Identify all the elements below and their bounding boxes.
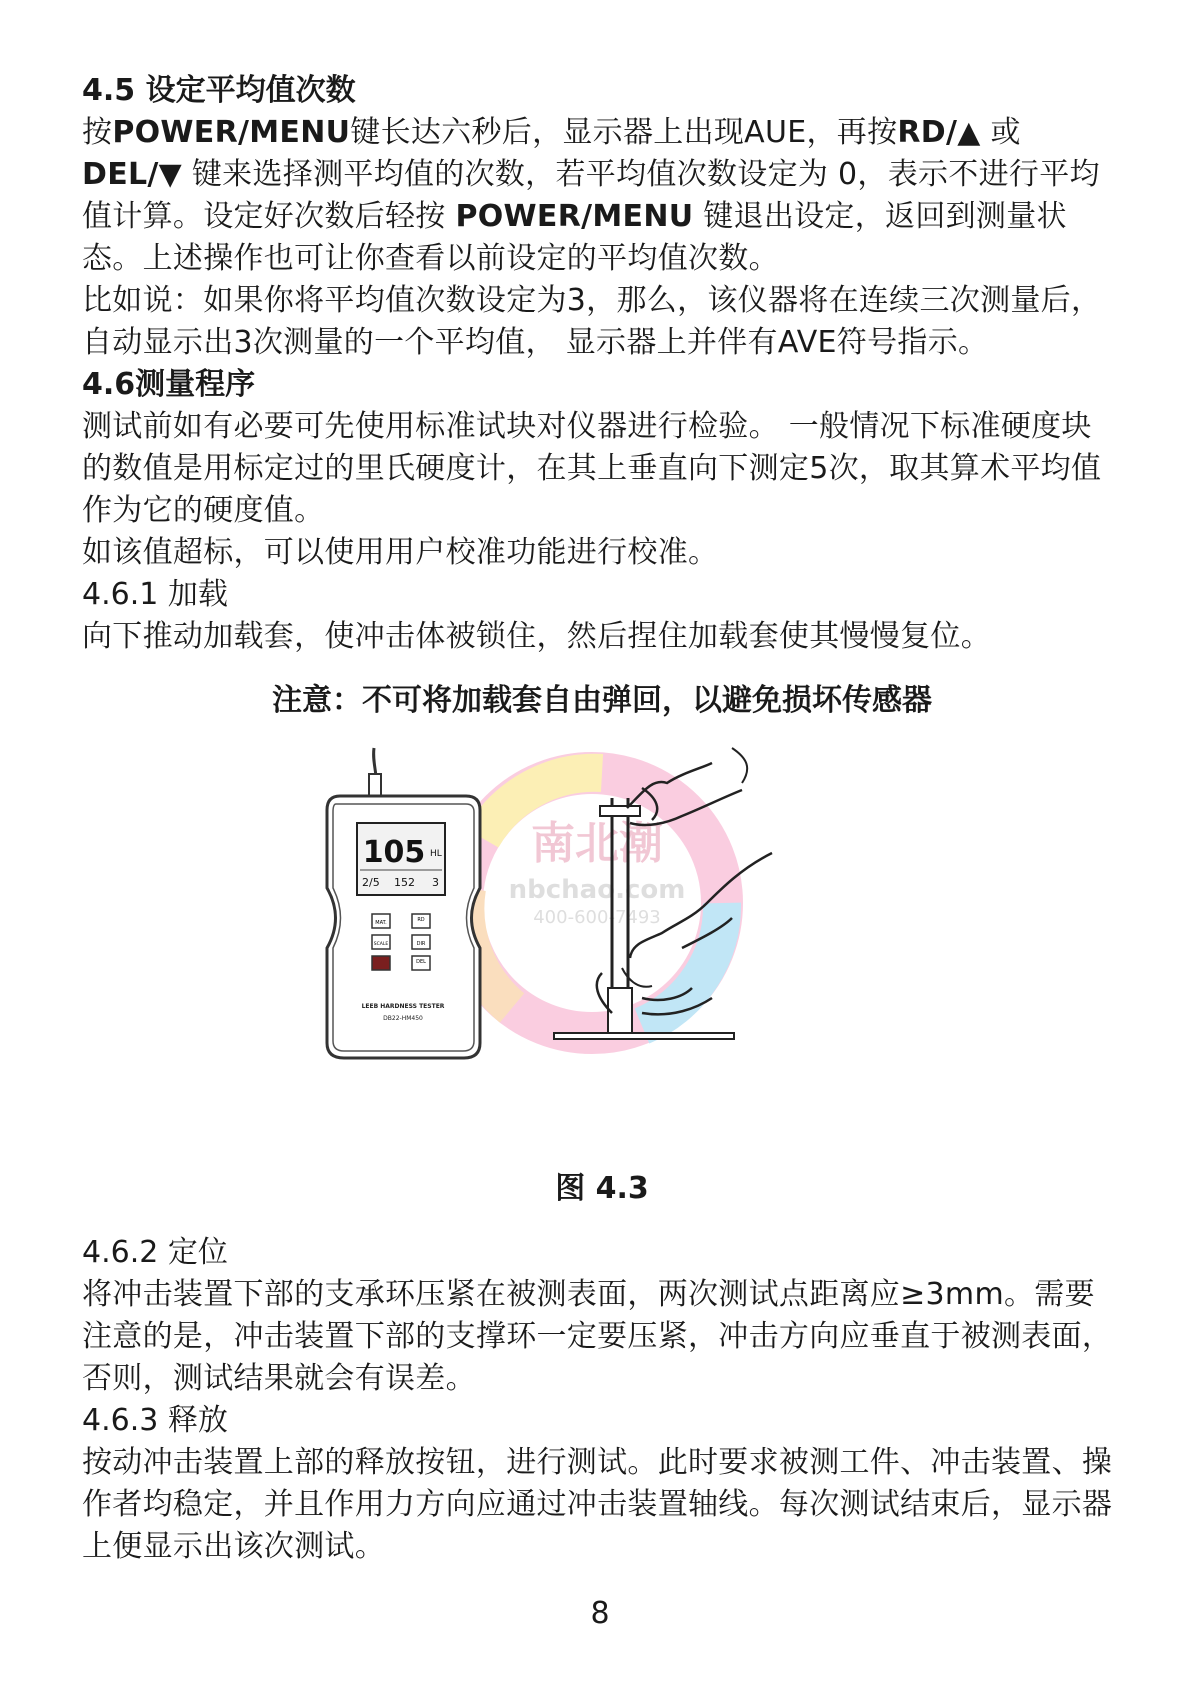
section-4-6-1-title: 4.6.1 加载 xyxy=(82,577,228,612)
figure-4-3 xyxy=(82,728,1122,1168)
lcd-status-right: 3 xyxy=(432,876,439,889)
device-brand: LEEB HARDNESS TESTER xyxy=(361,1003,445,1010)
del-button-label: DEL xyxy=(416,959,426,965)
rd-button-label: RD xyxy=(417,917,425,923)
tester-device xyxy=(327,796,480,1058)
figure-caption: 图 4.3 xyxy=(555,1171,649,1206)
cable-plug xyxy=(369,774,381,796)
section-4-6-3-title: 4.6.3 释放 xyxy=(82,1403,228,1438)
section-4-6-paragraph-2: 如该值超标，可以使用用户校准功能进行校准。 xyxy=(82,535,719,570)
page-number: 8 xyxy=(590,1596,610,1631)
power-menu-key-2: POWER/MENU xyxy=(455,199,694,234)
del-down-key: DEL/▼ xyxy=(82,157,183,192)
watermark-site: nbchao.com xyxy=(508,875,686,905)
section-4-5-title: 4.5 设定平均值次数 xyxy=(82,73,356,108)
scale-button-label: SCALE xyxy=(373,942,389,947)
hardness-tester-illustration xyxy=(82,728,1122,1168)
section-4-6-3-text: 按动冲击装置上部的释放按钮，进行测试。此时要求被测工件、冲击装置、操作者均稳定，并且作用力方向应通过冲击装置轴线。每次测试结束后，显示器上便显示出该次测试。 xyxy=(82,1445,1113,1564)
section-4-6-1-text: 向下推动加载套，使冲击体被锁住，然后捏住加载套使其慢慢复位。 xyxy=(82,619,991,654)
dir-button-label: DIR xyxy=(416,941,426,947)
section-4-5-paragraph-2: 比如说：如果你将平均值次数设定为3，那么，该仪器将在连续三次测量后，自动显示出3次测量的一个平均值， 显示器上并伴有AVE符号指示。 xyxy=(82,283,1102,360)
warning-note: 注意：不可将加载套自由弹回，以避免损坏传感器 xyxy=(272,683,932,718)
lcd-status-left: 2/5 xyxy=(362,876,380,889)
lcd-status-mid: 152 xyxy=(394,876,415,889)
lcd-reading: 105 xyxy=(362,835,426,870)
watermark-phone: 400-600-7493 xyxy=(533,907,661,928)
power-menu-key: POWER/MENU xyxy=(112,115,351,150)
section-4-6-2-title: 4.6.2 定位 xyxy=(82,1235,228,1270)
document-page xyxy=(82,70,1122,1568)
watermark-cn: 南北潮 xyxy=(531,818,663,869)
section-4-6-paragraph-1: 测试前如有必要可先使用标准试块对仪器进行检验。 一般情况下标准硬度块的数值是用标定过的里氏硬度计，在其上垂直向下测定5次，取其算术平均值作为它的硬度值。 xyxy=(82,409,1102,528)
mat-button-label: MAT. xyxy=(375,920,387,926)
test-surface xyxy=(554,1033,734,1039)
device-model: DB22-HM450 xyxy=(383,1015,423,1022)
power-button xyxy=(372,956,390,970)
section-4-6-title: 4.6测量程序 xyxy=(82,367,256,402)
section-4-5-paragraph-1: 按POWER/MENU键长达六秒后，显示器上出现AUE，再按RD/▲ 或 DEL/▼ 键来选择测平均值的次数，若平均值次数设定为 0，表示不进行平均值计算。设定好次数后轻按 POWER/MENU 键退出设定，返回到测量状态。上述操作也可让你查看以前设定的平均值次数。 xyxy=(82,115,1100,276)
section-4-6-2-text: 将冲击装置下部的支承环压紧在被测表面，两次测试点距离应≥3mm。需要注意的是，冲击装置下部的支撑环一定要压紧，冲击方向应垂直于被测表面，否则，测试结果就会有误差。 xyxy=(82,1277,1113,1396)
lcd-unit: HL xyxy=(430,849,442,859)
rd-up-key: RD/▲ xyxy=(897,115,981,150)
